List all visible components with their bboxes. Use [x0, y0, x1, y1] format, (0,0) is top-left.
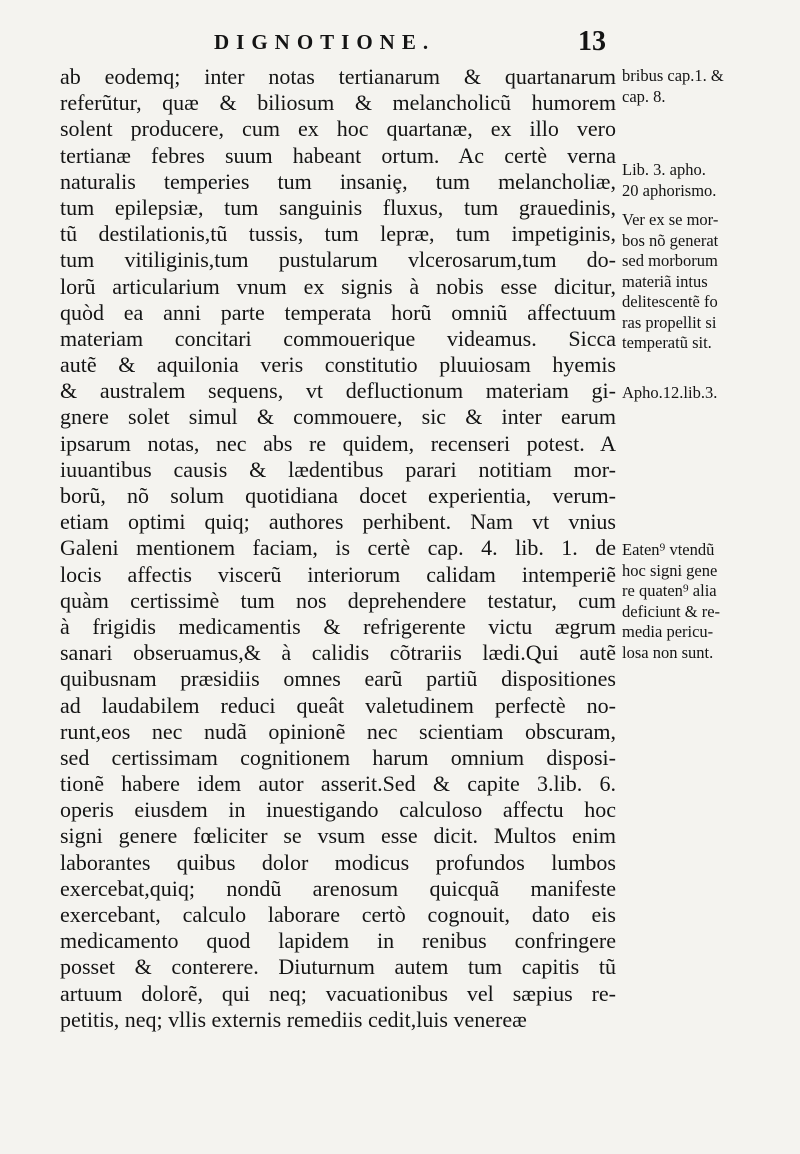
marginal-note-4: [622, 383, 792, 404]
marginal-note-5: [622, 540, 792, 663]
body-text-line: ad laudabilem reduci queât valetudinem perfectè no-: [60, 692, 616, 718]
body-text-line: ipsarum notas, nec abs re quidem, recenseri potest. A: [60, 430, 616, 456]
body-text-line: Galeni mentionem faciam, is certè cap. 4. lib. 1. de: [60, 535, 616, 561]
marginal-note-line: sed morborum: [622, 251, 718, 270]
body-text-line: tũ destilationis,tũ tussis, tum lepræ, tum impetiginis,: [60, 221, 616, 247]
marginal-note-line: Lib. 3. apho.: [622, 160, 706, 179]
main-text-column: [60, 64, 616, 1033]
body-text-line: autẽ & aquilonia veris constitutio pluuiosam hyemis: [60, 352, 616, 378]
marginal-note-3: [622, 210, 792, 354]
page-number: 13: [578, 26, 606, 57]
body-text-line: tum epilepsiæ, tum sanguinis fluxus, tum grauedinis,: [60, 194, 616, 220]
body-text-line: laborantes quibus dolor modicus profundos lumbos: [60, 849, 616, 875]
body-text-line: borũ, nõ solum quotidiana docet experientia, verum-: [60, 483, 616, 508]
body-text-line: signi genere fœliciter se vsum esse dicit. Multos enim: [60, 823, 616, 849]
body-text-line: materiam concitari commouerique videamus. Sicca: [60, 325, 616, 351]
marginal-note-line: 20 aphorismo.: [622, 180, 717, 200]
body-text-line: gnere solet simul & commouere, sic & inter earum: [60, 404, 616, 430]
body-text-line: tionẽ habere idem autor asserit.Sed & capite 3.lib. 6.: [60, 771, 616, 797]
marginal-note-line: losa non sunt.: [622, 642, 714, 662]
body-text-line: etiam optimi quiq; authores perhibent. Nam vt vnius: [60, 509, 616, 535]
marginal-note-line: materiã intus: [622, 271, 708, 291]
body-text-line: quibusnam præsidiis omnes earũ partiũ dispositiones: [60, 666, 616, 692]
body-text-line: & australem sequens, vt defluctionum materiam gi-: [60, 378, 616, 404]
body-text-line: exercebant, calculo laborare certò cognouit, dato eis: [60, 902, 616, 927]
body-text-line: iuuantibus causis & lædentibus parari notitiam mor-: [60, 456, 616, 482]
body-text-line: exercebat,quiq; nondũ arenosum quicquã manifeste: [60, 875, 616, 901]
marginal-note-line: delitescentẽ fo: [622, 292, 718, 311]
body-text-line: locis affectis viscerũ interiorum calidam intemperiẽ: [60, 561, 616, 587]
marginal-note-line: Apho.12.lib.3.: [622, 383, 718, 402]
body-text-line: artuum dolorẽ, qui neq; vacuationibus vel sæpius re-: [60, 980, 616, 1006]
marginal-note-line: cap. 8.: [622, 86, 666, 106]
body-text-line: posset & conterere. Diuturnum autem tum capitis tũ: [60, 954, 616, 980]
body-text-line: quàm certissimè tum nos deprehendere testatur, cum: [60, 587, 616, 613]
marginal-note-line: Ver ex se mor-: [622, 210, 719, 229]
marginal-note-line: media pericu-: [622, 622, 714, 641]
marginal-note-line: temperatũ sit.: [622, 333, 712, 352]
body-text-line: sed certissimam cognitionem harum omnium disposi-: [60, 744, 616, 770]
marginal-note-line: deficiunt & re-: [622, 601, 721, 621]
body-text-line: ab eodemq; inter notas tertianarum & quartanarum: [60, 64, 616, 89]
body-text-line: lorũ articularium vnum ex signis à nobis esse dicitur,: [60, 273, 616, 299]
body-text-line: à frigidis medicamentis & refrigerente victu ægrum: [60, 613, 616, 639]
body-text-line: quòd ea anni parte temperata horũ omniũ affectuum: [60, 299, 616, 325]
body-text-line: tertianæ febres suum habeant ortum. Ac certè verna: [60, 142, 616, 168]
body-text-line: referũtur, quæ & biliosum & melancholicũ humorem: [60, 90, 616, 116]
body-text-line: petitis, neq; vllis externis remediis cedit,luis venereæ: [60, 1006, 527, 1032]
marginal-note-line: ras propellit si: [622, 312, 717, 332]
marginal-note-line: Eaten⁹ vtendũ: [622, 540, 715, 559]
marginal-note-line: re quaten⁹ alia: [622, 581, 717, 600]
marginal-note-2: [622, 160, 792, 201]
running-title: DIGNOTIONE.: [214, 30, 436, 54]
marginal-note-line: hoc signi gene: [622, 560, 718, 580]
body-text-line: medicamento quod lapidem in renibus confringere: [60, 928, 616, 954]
marginal-note-line: bos nõ generat: [622, 230, 719, 250]
body-text-line: solent producere, cum ex hoc quartanæ, ex illo vero: [60, 116, 616, 142]
body-text-line: naturalis temperies tum insaniȩ, tum melancholiæ,: [60, 168, 616, 194]
body-text-line: sanari obseruamus,& à calidis cõtrariis lædi.Qui autẽ: [60, 640, 616, 666]
body-text-line: runt,eos nec nudã opinionẽ nec scientiam obscuram,: [60, 718, 616, 744]
body-text-line: tum vitiliginis,tum pustularum vlcerosarum,tum do-: [60, 247, 616, 273]
marginal-note-line: bribus cap.1. &: [622, 66, 724, 85]
body-text-line: operis eiusdem in inuestigando calculoso affectu hoc: [60, 797, 616, 823]
marginal-note-1: [622, 66, 792, 107]
